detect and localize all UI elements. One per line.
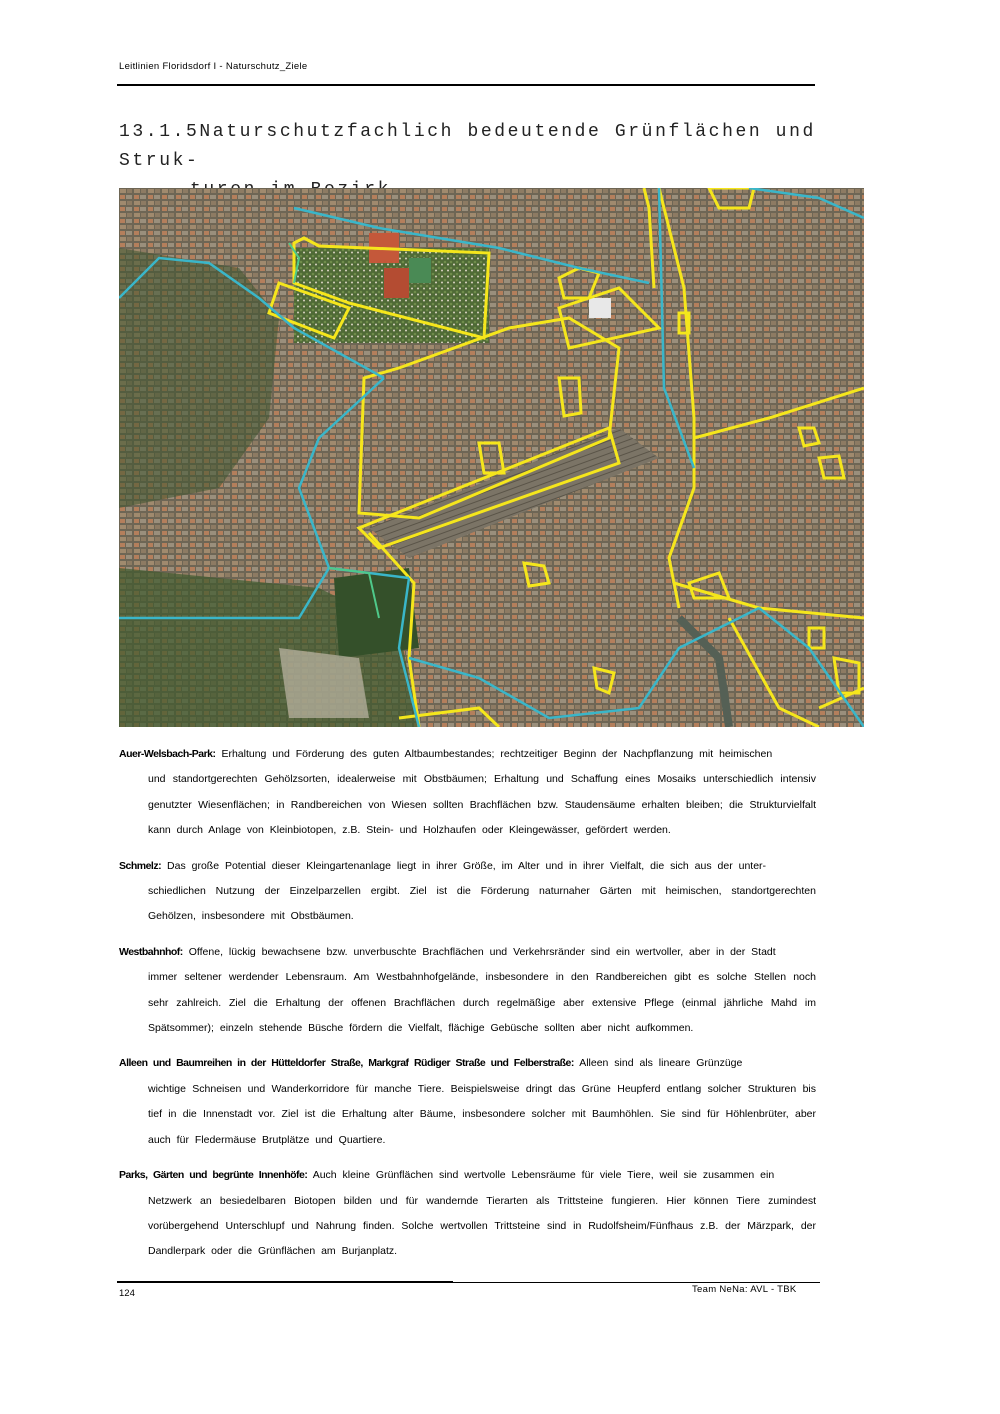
page-number: 124 <box>119 1288 135 1299</box>
footer-team: Team NeNa: AVL - TBK <box>692 1284 797 1295</box>
paragraph-first-line: Alleen sind als lineare Grünzüge <box>579 1057 743 1070</box>
paragraph-schmelz <box>119 854 816 930</box>
paragraph-continuation: Netzwerk an besiedelbaren Biotopen bilden und für wandernde Tierarten als Trittsteine fungieren. Hier können Tiere zumindest vorübergehend Unterschlupf und Nahrung finden. Solche wertvollen Trittsteine sind in Rudolfsheim/Fünfhaus z.B. der Märzpark, der Dandlerpark oder die Grünflächen am Burjanplatz. <box>148 1194 816 1258</box>
paragraph-auer-welsbach-park <box>119 742 816 844</box>
paragraph-term: Schmelz: <box>119 859 162 872</box>
footer-rule-accent <box>117 1281 453 1283</box>
paragraph-alleen <box>119 1051 816 1153</box>
paragraph-first-line: Das große Potential dieser Kleingartenanlage liegt in ihrer Größe, im Alter und in ihrer Vielfalt, die sich aus der unter- <box>167 859 767 872</box>
paragraph-continuation: schiedlichen Nutzung der Einzelparzellen ergibt. Ziel ist die Förderung naturnaher Gärten mit heimischen, standortgerechten Gehölzen, insbesondere mit Obstbäumen. <box>148 885 816 923</box>
paragraph-first-line: Auch kleine Grünflächen sind wertvolle Lebensräume für viele Tiere, weil sie zusammen ein <box>312 1169 775 1182</box>
paragraph-westbahnhof <box>119 940 816 1042</box>
paragraph-term: Alleen und Baumreihen in der Hütteldorfer Straße, Markgraf Rüdiger Straße und Felberstraße: <box>119 1057 574 1070</box>
paragraph-first-line: Erhaltung und Förderung des guten Altbaumbestandes; rechtzeitiger Beginn der Nachpflanzung mit heimischen <box>221 748 773 760</box>
paragraph-term: Parks, Gärten und begrünte Innenhöfe: <box>119 1169 308 1182</box>
paragraph-continuation: immer seltener werdender Lebensraum. Am Westbahnhofgelände, insbesondere in den Randbereichen gibt es solche Stellen noch sehr zahlreich. Ziel die Erhaltung der offenen Brachflächen durch regelmäßige aber extensive Pflege (einmal jährliche Mahd im Spätsommer); einzeln stehende Büsche fördern die Vielfalt, flächige Gebüsche sollten aber nicht aufkommen. <box>148 971 816 1035</box>
paragraph-first-line: Offene, lückig bewachsene bzw. unverbuschte Brachflächen und Verkehrsränder sind ein wertvoller, aber in der Stadt <box>188 945 776 958</box>
running-header: Leitlinien Floridsdorf I - Naturschutz_Ziele <box>119 61 308 72</box>
aerial-map-graphic <box>119 188 864 727</box>
paragraph-continuation: und standortgerechten Gehölzsorten, idealerweise mit Obstbäumen; Erhaltung und Schaffung eines Mosaiks unterschiedlich intensiv genutzter Wiesenflächen; in Randbereichen von Wiesen sollten Brachflächen bzw. Staudensäume erhalten bleiben; die Strukturvielfalt kann durch Anlage von Kleinbiotopen, z.B. Stein- und Holzhaufen oder Kleingewässer, gefördert werden. <box>148 773 816 837</box>
paragraph-term: Auer-Welsbach-Park: <box>119 748 216 760</box>
paragraph-parks <box>119 1163 816 1265</box>
body-text <box>119 742 816 1275</box>
section-heading-line1: 13.1.5Naturschutzfachlich bedeutende Grünflächen und Struk- <box>119 122 816 171</box>
paragraph-continuation: wichtige Schneisen und Wanderkorridore für manche Tiere. Beispielsweise dringt das Grüne Heupferd entlang solcher Strukturen bis tief in die Innenstadt vor. Ziel ist die Erhaltung alter Bäume, insbesondere solcher mit Baumhöhlen. Sie sind für Höhlenbrüter, aber auch für Fledermäuse Brutplätze und Quartiere. <box>148 1082 816 1146</box>
header-rule <box>117 84 815 86</box>
aerial-map <box>119 188 864 727</box>
paragraph-term: Westbahnhof: <box>119 945 183 958</box>
